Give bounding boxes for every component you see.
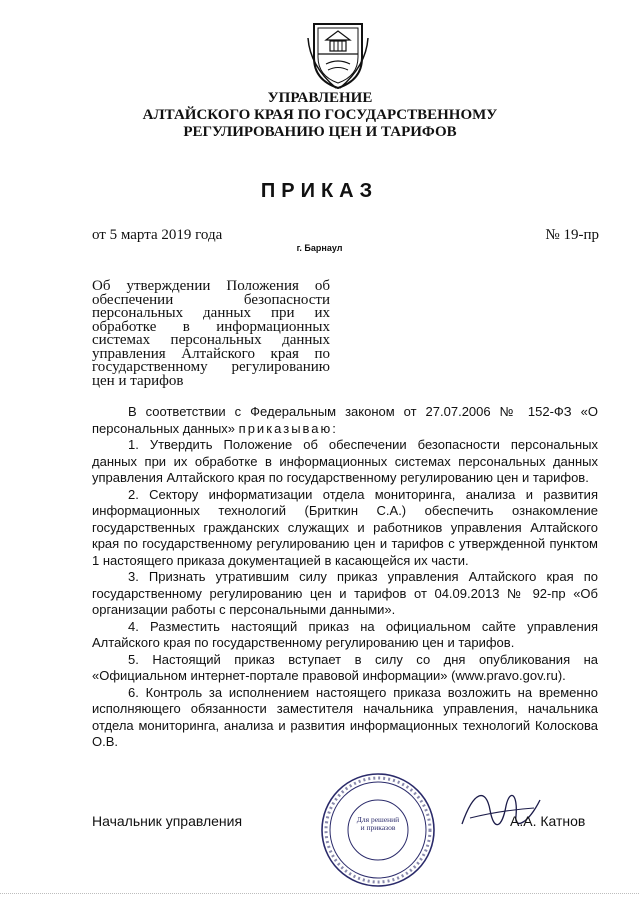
document-subject: Об утверждении Положения об обеспечении безопасности персональных данных при их обработке в информационных системах персональных данных управления Алтайского края по государственному регулированию цен и тарифов	[92, 278, 330, 389]
org-name-line-1: УПРАВЛЕНИЕ	[267, 90, 373, 106]
preamble-text: В соответствии с Федеральным законом от 27.07.2006 № 152-ФЗ «О персональных данных»	[92, 404, 598, 436]
order-item-2: 2. Сектору информатизации отдела мониторинга, анализа и развития информационных технологий (Бриткин С.А.) обеспечить ознакомление государственных гражданских служащих и работников управления Алтайского края по государственному регулированию цен и тарифов с утвержденной пунктом 1 настоящего приказа документацией в касающейся их части.	[92, 486, 598, 568]
organization-name	[120, 90, 520, 141]
stamp-label	[350, 816, 406, 832]
org-name-line-3: РЕГУЛИРОВАНИЮ ЦЕН И ТАРИФОВ	[183, 124, 457, 140]
stamp-label-line-2: и приказов	[360, 823, 396, 832]
coat-of-arms-emblem	[306, 18, 370, 90]
order-item-1: 1. Утвердить Положение об обеспечении безопасности персональных данных при их обработке в информационных системах персональных данных управления Алтайского края по государственному регулированию цен и тарифов.	[92, 437, 598, 485]
stamp-label-line-1: Для решений	[356, 815, 400, 824]
order-item-3: 3. Признать утратившим силу приказ управления Алтайского края по государственному регулированию цен и тарифов от 04.09.2013 № 92-пр «Об организации работы с персональными данными».	[92, 569, 598, 617]
handwritten-signature	[456, 780, 546, 840]
order-item-5: 5. Настоящий приказ вступает в силу со дня опубликования на «Официальном интернет-портале правовой информации» (www.pravo.gov.ru).	[92, 651, 598, 683]
preamble-verb: приказываю:	[238, 420, 338, 436]
document-city: г. Барнаул	[296, 243, 343, 253]
document-body	[92, 404, 598, 751]
document-date: от 5 марта 2019 года	[92, 227, 223, 243]
document-number: № 19-пр	[545, 227, 599, 243]
signatory-position: Начальник управления	[92, 813, 243, 829]
signatory-name: А.А. Катнов	[510, 813, 586, 829]
order-item-6: 6. Контроль за исполнением настоящего приказа возложить на временно исполняющего обязанности заместителя начальника управления, начальника отдела мониторинга, анализа и развития информационных технологий Колоскова О.В.	[92, 684, 598, 749]
preamble-paragraph	[92, 404, 598, 437]
page-bottom-divider	[0, 893, 639, 895]
order-item-4: 4. Разместить настоящий приказ на официальном сайте управления Алтайского края по государственному регулированию цен и тарифов.	[92, 618, 598, 650]
document-type-title: ПРИКАЗ	[260, 180, 379, 202]
org-name-line-2: АЛТАЙСКОГО КРАЯ ПО ГОСУДАРСТВЕННОМУ	[142, 107, 498, 123]
